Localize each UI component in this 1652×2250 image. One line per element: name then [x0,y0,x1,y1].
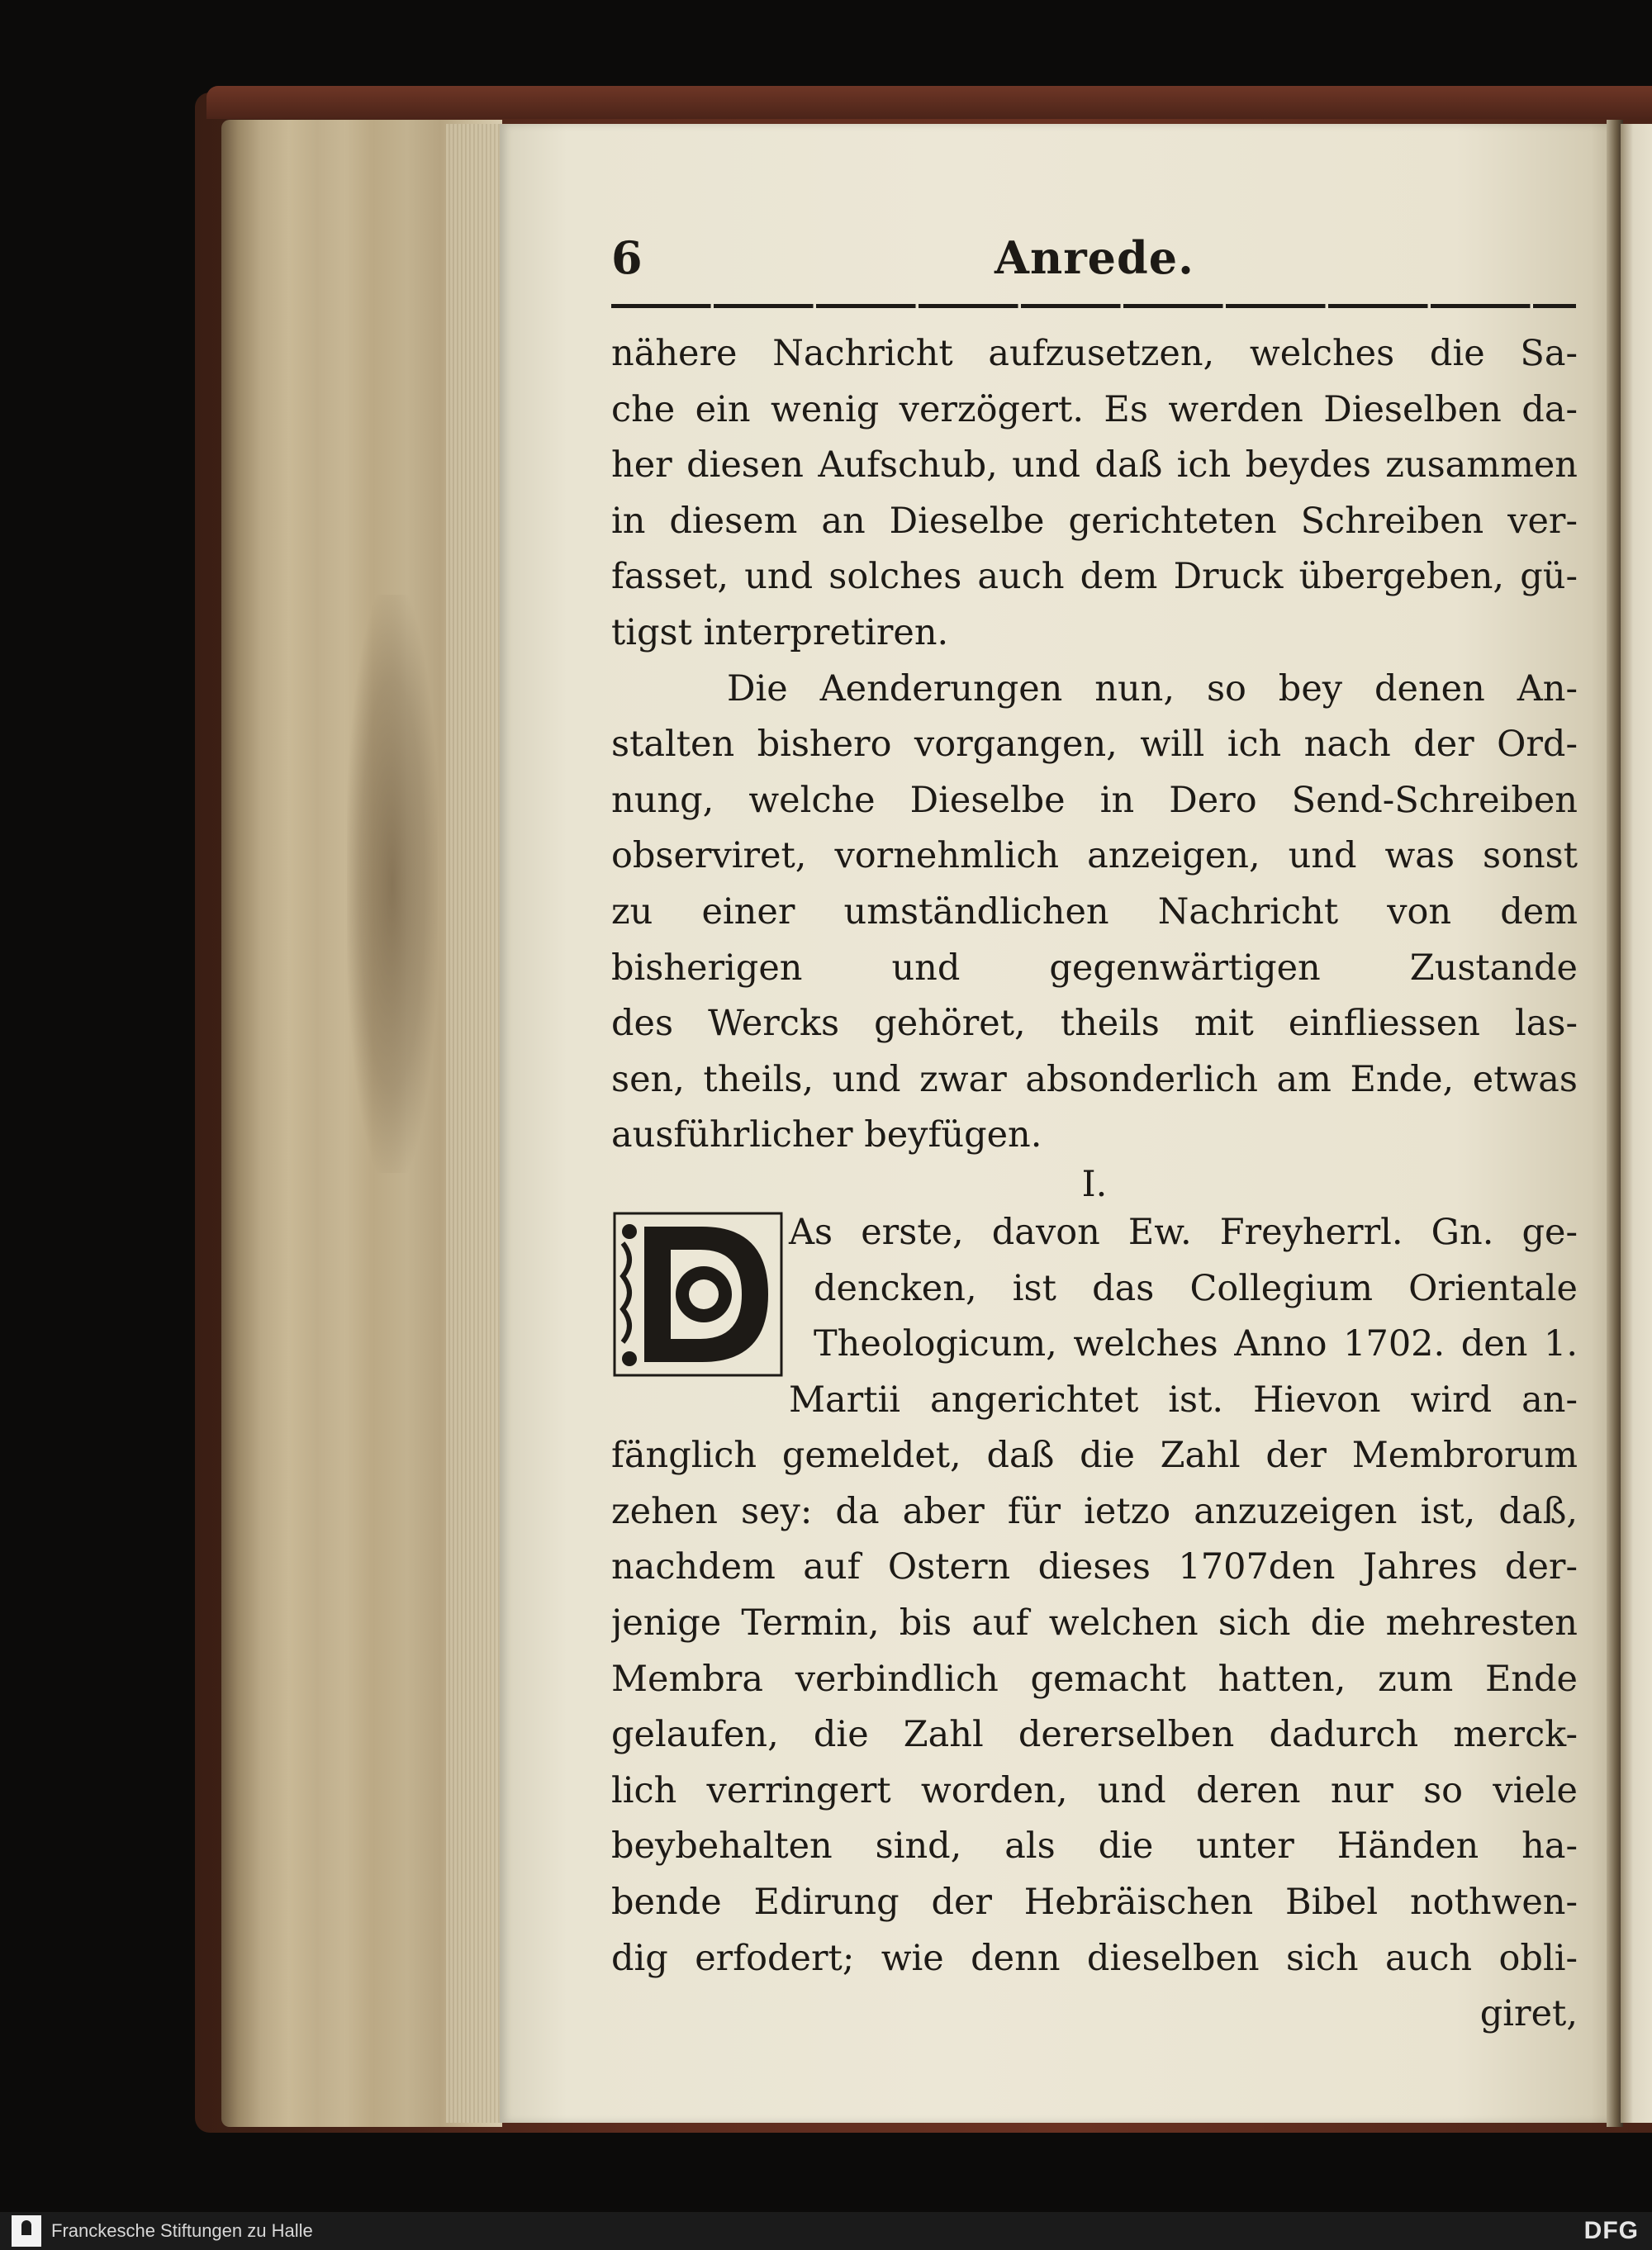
page-edge-lines [446,124,504,2123]
text-line: che ein wenig verzögert. Es werden Dieselben da- [611,388,1578,430]
initial-flourish [622,1224,637,1239]
text-line: her diesen Aufschub, und daß ich beydes zusammen [611,444,1578,487]
institution-logo-icon[interactable] [12,2215,41,2247]
page-stain [347,595,438,1173]
initial-ornament-center [689,1279,719,1309]
initial-vine [623,1243,629,1342]
text-line: observiret, vornehmlich anzeigen, und was sonst [611,835,1578,877]
body-text [611,326,1578,2043]
text-line: jenige Termin, bis auf welchen sich die mehresten [611,1602,1578,1645]
text-line: fänglich gemeldet, daß die Zahl der Membrorum [611,1435,1578,1477]
text-line: bende Edirung der Hebräischen Bibel nothwen- [611,1882,1578,1924]
page-number: 6 [611,231,643,284]
catchword: giret, [1479,1993,1578,2035]
text-line: Theologicum, welches Anno 1702. den 1. [814,1323,1578,1365]
text-line: lich verringert worden, und deren nur so viele [611,1769,1578,1811]
text-line: nung, welche Dieselbe in Dero Send-Schreiben [611,779,1578,821]
text-line: nähere Nachricht aufzusetzen, welches die Sa- [611,333,1578,374]
text-line: Die Aenderungen nun, so bey denen An- [727,667,1578,710]
text-line: fasset, und solches auch dem Druck übergeben, gü- [611,556,1578,598]
text-line: stalten bishero vorgangen, will ich nach der Ord- [611,724,1578,766]
text-line: dencken, ist das Collegium Orientale [814,1267,1578,1309]
text-line: tigst interpretiren. [611,611,949,653]
text-line: bisherigen und gegenwärtigen Zustande [611,947,1578,989]
initial-flourish [622,1351,637,1366]
text-line: des Wercks gehöret, theils mit einfliessen las- [611,1003,1578,1045]
dfg-logo[interactable]: DFG [1583,2217,1639,2244]
text-line: gelaufen, die Zahl dererselben dadurch merck- [611,1714,1578,1756]
decorated-initial-icon [611,1210,785,1379]
text-line: Martii angerichtet ist. Hievon wird an- [789,1379,1578,1421]
viewer-footer [0,2212,1652,2250]
running-head: Anrede. [995,231,1194,284]
header-rule [611,304,1576,308]
text-line: beybehalten sind, als die unter Händen ha- [611,1825,1578,1868]
text-line: zehen sey: da aber für ietzo anzuzeigen ist, daß, [611,1490,1578,1532]
institution-name[interactable]: Franckesche Stiftungen zu Halle [51,2220,313,2241]
text-line: sen, theils, und zwar absonderlich am Ende, etwas [611,1058,1578,1100]
page-header [611,231,1578,289]
text-line: Membra verbindlich gemacht hatten, zum Ende [611,1658,1578,1700]
text-line: As erste, davon Ew. Freyherrl. Gn. ge- [789,1211,1578,1253]
text-line: nachdem auf Ostern dieses 1707den Jahres der- [611,1546,1578,1588]
page-text-area [611,231,1578,2043]
section-block [611,1205,1578,2043]
text-line: in diesem an Dieselbe gerichteten Schreiben ver- [611,500,1578,542]
decorated-initial-graphic [611,1210,785,1379]
text-line: zu einer umständlichen Nachricht von dem [611,890,1578,933]
section-number: I. [1081,1163,1108,1205]
text-line: dig erfodert; wie denn dieselben sich auch obli- [611,1937,1578,1979]
book-cover-top-edge [206,86,1652,119]
facing-page-edge [1621,124,1652,2123]
text-line: ausführlicher beyfügen. [611,1114,1042,1156]
